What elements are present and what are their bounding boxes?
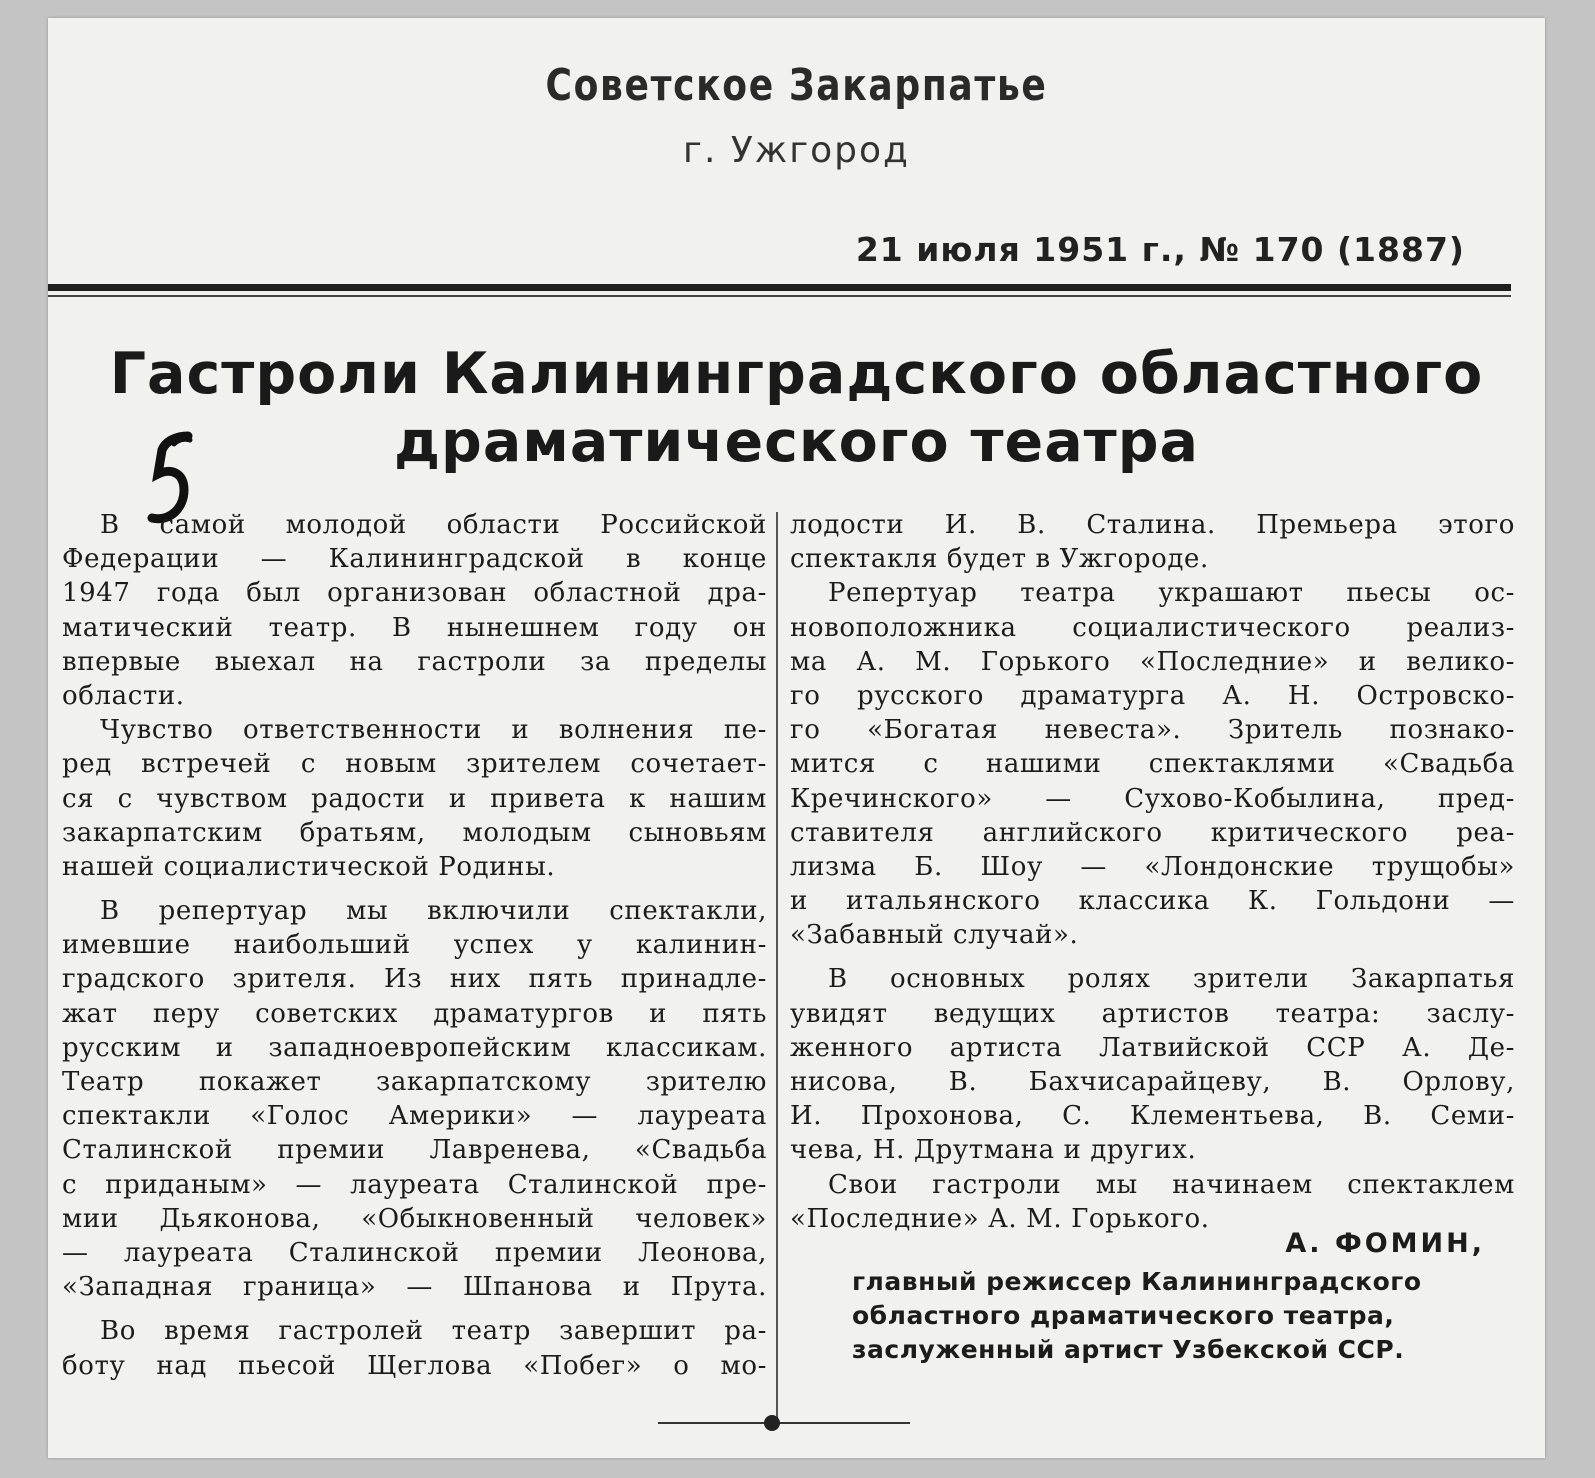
text-line: Свои гастроли мы начинаем спектаклем [828,1169,1515,1200]
text-line: области. [62,680,185,711]
masthead-rule-thin [48,295,1511,297]
text-line: женного артиста Латвийской ССР А. Де- [790,1032,1515,1063]
newspaper-clipping [48,18,1545,1458]
text-line: спектакля будет в Ужгороде. [790,544,1209,575]
newspaper-masthead: Советское Закарпатье [545,60,1048,111]
text-line: Чувство ответственности и волнения пе- [100,715,767,746]
headline-line-1: Гастроли Калининградского областного [109,341,1484,407]
author-title-line: заслуженный артист Узбекской ССР. [852,1335,1405,1364]
text-line: градского зрителя. Из них пять принадле- [62,964,767,995]
text-line: В репертуар мы включили спектакли, [100,896,767,927]
end-rule [658,1422,910,1424]
text-line: Репертуар театра украшают пьесы ос- [828,578,1515,609]
text-line: новоположника социалистического реализ- [790,612,1515,643]
text-line: мится с нашими спектаклями «Свадьба [790,749,1515,780]
article-headline [48,340,1545,476]
author-name: А. ФОМИН, [1285,1228,1485,1259]
text-line: впервые выехал на гастроли за пределы [62,646,767,677]
author-title-line: главный режиссер Калининградского [852,1267,1422,1296]
text-line: матический театр. В нынешнем году он [62,612,767,643]
text-line: закарпатским братьям, молодым сыновьям [62,817,767,848]
article-column-right [790,508,1515,1236]
text-line: «Забавный случай». [790,920,1079,951]
text-line: го русского драматурга А. Н. Островско- [790,680,1515,711]
author-title [852,1265,1485,1367]
text-line: с приданым» — лауреата Сталинской пре- [62,1169,767,1200]
text-line: В основных ролях зрители Закарпатья [828,964,1515,995]
text-line: ред встречей с новым зрителем сочетает- [62,749,767,780]
text-line: и итальянского классика К. Гольдони — [790,886,1515,917]
text-line: Во время гастролей театр завершит ра- [100,1316,767,1347]
text-line: лизма Б. Шоу — «Лондонские трущобы» [790,851,1515,882]
text-line: нашей социалистической Родины. [62,851,556,882]
text-line: «Последние» А. М. Горького. [790,1203,1210,1234]
column-divider [776,512,778,1428]
text-line: спектакли «Голос Америки» — лауреата [62,1101,767,1132]
text-line: Театр покажет закарпатскому зрителю [62,1067,767,1097]
issue-dateline: 21 июля 1951 г., № 170 (1887) [855,230,1465,269]
text-line: «Западная граница» — Шпанова и Прута. [62,1272,767,1303]
text-line: лодости И. В. Сталина. Премьера этого [790,510,1515,540]
text-line: боту над пьесой Щеглова «Побег» о мо- [62,1350,767,1381]
text-line: нисова, В. Бахчисарайцеву, В. Орлову, [790,1067,1515,1097]
text-line: ся с чувством радости и привета к нашим [62,783,767,814]
author-title-line: областного драматического театра, [852,1301,1395,1330]
text-line: 1947 года был организован областной дра- [62,578,767,609]
newspaper-city: г. Ужгород [683,130,910,171]
text-line: Сталинской премии Лавренева, «Свадьба [62,1135,767,1166]
end-ornament [764,1415,780,1431]
text-line: И. Прохонова, С. Клементьева, В. Семи- [790,1101,1515,1132]
text-line: Кречинского» — Сухово-Кобылина, пред- [790,783,1515,814]
text-line: имевшие наибольший успех у калинин- [62,930,767,961]
text-line: мии Дьяконова, «Обыкновенный человек» [62,1203,767,1234]
text-line: В самой молодой области Российской [100,510,767,540]
text-line: Федерации — Калининградской в конце [62,544,767,575]
headline-line-2: драматического театра [393,409,1199,475]
masthead-rule-thick [48,284,1511,291]
text-line: го «Богатая невеста». Зритель познако- [790,715,1515,746]
text-line: — лауреата Сталинской премии Леонова, [62,1237,767,1268]
text-line: жат перу советских драматургов и пять [62,998,767,1029]
text-line: чева, Н. Друтмана и других. [790,1135,1197,1166]
text-line: увидят ведущих артистов театра: заслу- [790,998,1515,1029]
author-signature [790,1228,1485,1367]
text-line: русским и западноевропейским классикам. [62,1032,767,1063]
text-line: ма А. М. Горького «Последние» и велико- [790,646,1515,677]
article-column-left [62,508,767,1383]
text-line: ставителя английского критического реа- [790,817,1515,848]
